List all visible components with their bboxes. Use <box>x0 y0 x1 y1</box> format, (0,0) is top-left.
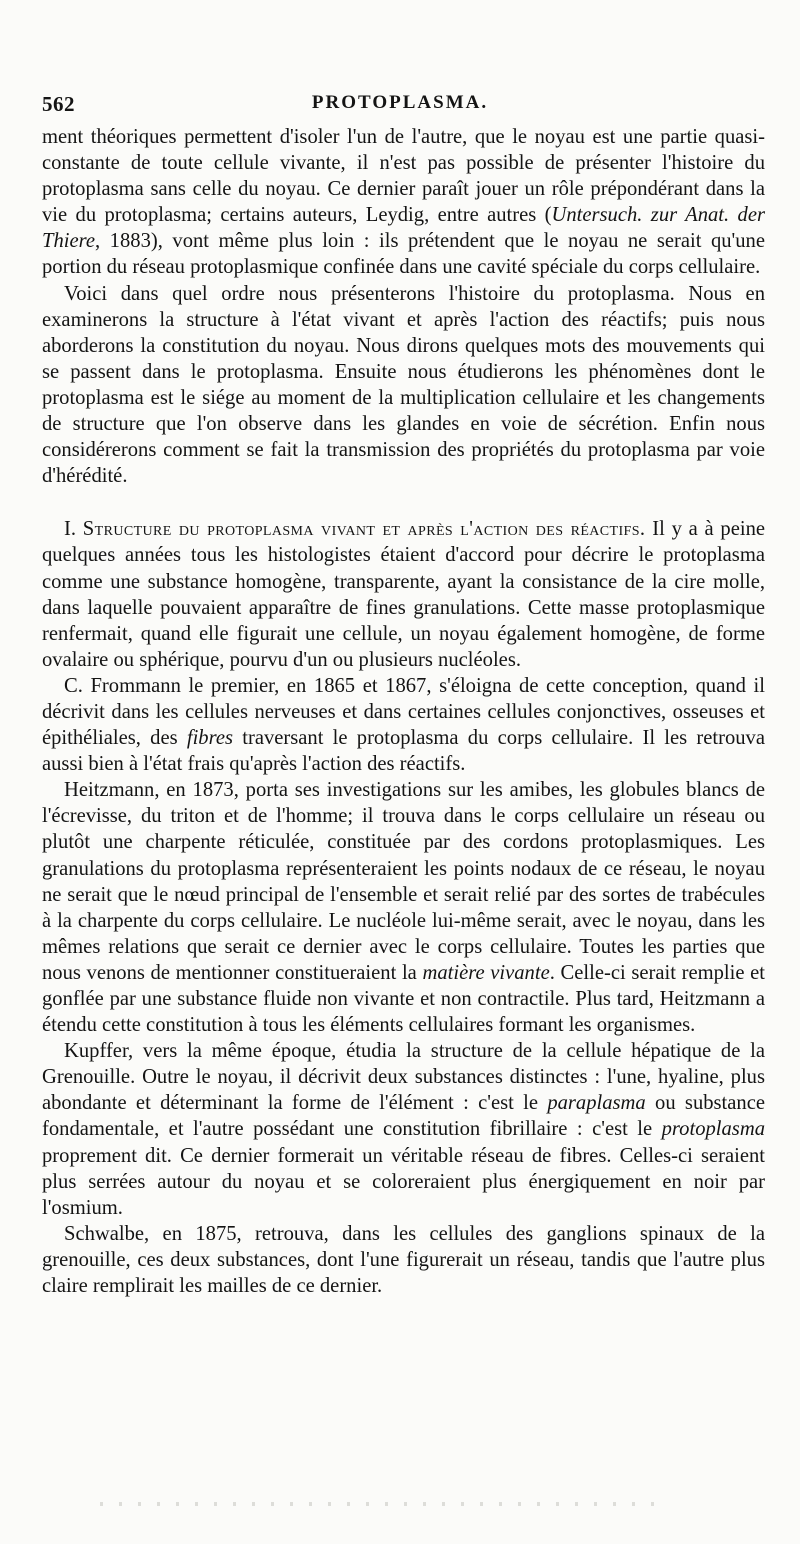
text-segment: Il y a à peine quelques années tous les histologistes étaient d'accord pour décrire le protoplasma comme une substance homogène, transparente, ayant la consistance de la cire molle, dans laquelle pouvaient apparaître de fines granulations. Cette masse protoplasmique renfermait, quand elle figurait une cellule, un noyau également homogène, de forme ovalaire ou sphérique, pourvu d'un ou plusieurs nucléoles. <box>42 518 766 671</box>
italic-text: Untersuch. zur Anat. der Thiere <box>42 204 765 253</box>
section-heading: Structure du protoplasma vivant et après l'action des réactifs. <box>82 518 646 541</box>
text-segment: Schwalbe, en 1875, retrouva, dans les cellules des ganglions spinaux de la grenouille, ces deux substances, dont l'une figurerait un réseau, tandis que l'autre plus claire remplirait les mailles de ce dernier. <box>42 1222 765 1298</box>
section-number: I. <box>64 518 83 541</box>
text-segment: Voici dans quel ordre nous présenterons l'histoire du protoplasma. Nous en examinerons la structure à l'état vivant et après l'action des réactifs; puis nous aborderons la constitution du noyau. Nous dirons quelques mots des mouvements qui se passent dans le protoplasma. Ensuite nous étudierons les phénomènes dont le protoplasma est le siége au moment de la multiplication cellulaire et les changements de structure que l'on observe dans les glandes en voie de sécrétion. Enfin nous considérerons comment se fait la transmission des propriétés du protoplasma par voie d'hérédité. <box>42 282 765 488</box>
paragraph <box>42 777 765 1038</box>
body-text <box>42 124 765 1299</box>
paragraph <box>42 124 765 281</box>
text-segment: ou substance fondamentale, et l'autre possédant une constitution fibrillaire : c'est le <box>42 1092 765 1141</box>
italic-text: fibres <box>186 727 234 750</box>
section-paragraph <box>42 516 765 673</box>
text-segment: , 1883), vont même plus loin : ils prétendent que le noyau ne serait qu'une portion du réseau protoplasmique confinée dans une cavité spéciale du corps cellulaire. <box>42 230 765 279</box>
paragraph <box>42 1038 765 1221</box>
text-segment: Heitzmann, en 1873, porta ses investigations sur les amibes, les globules blancs de l'écrevisse, du triton et de l'homme; il trouva dans le corps cellulaire un réseau ou plutôt une charpente réticulée, constituée par des cordons protoplasmiques. Les granulations du protoplasma représenteraient les points nodaux de ce réseau, le noyau ne serait que le nœud principal de l'ensemble et serait relié par des sortes de trabécules à la charpente du corps cellulaire. Le nucléole lui-même serait, avec le noyau, dans les mêmes relations que serait ce dernier avec le corps cellulaire. Toutes les parties que nous venons de mentionner constitueraient la <box>42 779 765 984</box>
italic-text: paraplasma <box>547 1092 646 1115</box>
text-segment: proprement dit. Ce dernier formerait un véritable réseau de fibres. Celles-ci seraient plus serrées autour du noyau et se coloreraient plus énergiquement en noir par l'osmium. <box>42 1144 765 1219</box>
text-segment: traversant le protoplasma du corps cellulaire. Il les retrouva aussi bien à l'état frais qu'après l'action des réactifs. <box>42 727 765 776</box>
running-title: PROTOPLASMA. <box>311 92 489 113</box>
italic-text: matière vivante <box>422 961 550 984</box>
text-segment: C. Frommann le premier, en 1865 et 1867, s'éloigna de cette conception, quand il décrivit dans les cellules nerveuses et dans certaines cellules conjonctives, osseuses et épithéliales, des <box>42 674 765 750</box>
text-segment: ment théoriques permettent d'isoler l'un de l'autre, que le noyau est une partie quasi-constante de toute cellule vivante, il n'est pas possible de présenter l'histoire du protoplasma sans celle du noyau. Ce dernier paraît jouer un rôle prépondérant dans la vie du protoplasma; certains auteurs, Leydig, entre autres ( <box>42 126 765 227</box>
scan-noise <box>100 1502 660 1506</box>
text-segment: . Celle-ci serait remplie et gonflée par une substance fluide non vivante et non contractile. Plus tard, Heitzmann a étendu cette constitution à tous les éléments cellulaires formant les organismes. <box>42 961 765 1037</box>
page-number: 562 <box>42 92 75 116</box>
running-head <box>42 92 758 118</box>
paragraph <box>42 281 765 490</box>
paragraph <box>42 1221 765 1299</box>
text-segment: Kupffer, vers la même époque, étudia la structure de la cellule hépatique de la Grenouille. Outre le noyau, il décrivit deux substances distinctes : l'une, hyaline, plus abondante et déterminant la forme de l'élément : c'est le <box>42 1040 765 1115</box>
italic-text: protoplasma <box>661 1118 765 1141</box>
paragraph <box>42 673 765 777</box>
